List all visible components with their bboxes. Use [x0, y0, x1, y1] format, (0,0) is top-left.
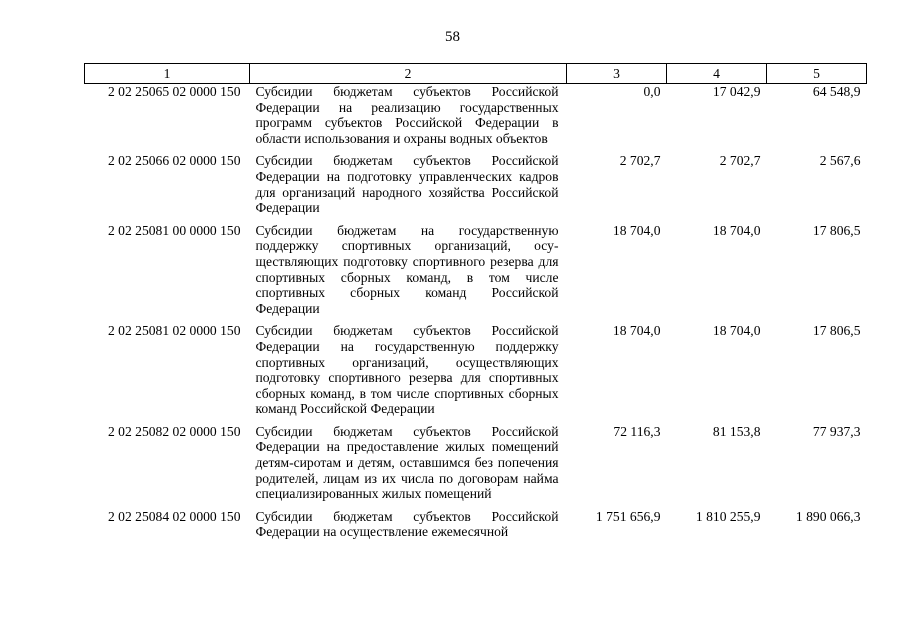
header-row — [85, 64, 867, 84]
subsidy-description: Субсидии бюджетам субъектов Российской Федерации на подготовку управленческих кадров для организаций народного хозяйства Российской Федерации — [255, 153, 559, 216]
budget-code: 2 02 25081 02 0000 150 — [107, 323, 241, 339]
value-col-3: 18 704,0 — [612, 323, 661, 339]
value-col-5: 77 937,3 — [812, 423, 861, 439]
table-row — [85, 323, 867, 424]
value-col-4: 2 702,7 — [719, 153, 761, 169]
header-col-5: 5 — [767, 64, 867, 84]
value-col-4: 18 704,0 — [712, 222, 761, 238]
budget-table — [84, 63, 867, 547]
value-col-3: 2 702,7 — [619, 153, 661, 169]
value-col-4: 18 704,0 — [712, 323, 761, 339]
value-col-3: 1 751 656,9 — [595, 508, 661, 524]
value-col-3: 18 704,0 — [612, 222, 661, 238]
budget-code: 2 02 25066 02 0000 150 — [107, 153, 241, 169]
value-col-5: 17 806,5 — [812, 323, 861, 339]
header-col-4: 4 — [667, 64, 767, 84]
table-header — [85, 64, 867, 84]
subsidy-description: Субсидии бюджетам на государственную поддержку спортивных организаций, осуществляющих подготовку спортивного резерва для спортивных сборных команд, в том числе спортивных сборных команд Российской Федерации — [255, 222, 559, 316]
header-col-1: 1 — [85, 64, 250, 84]
table-row — [85, 223, 867, 324]
table-row — [85, 424, 867, 509]
value-col-4: 1 810 255,9 — [695, 508, 761, 524]
header-col-3: 3 — [567, 64, 667, 84]
value-col-4: 17 042,9 — [712, 84, 761, 99]
value-col-3: 72 116,3 — [613, 423, 661, 439]
page-number: 58 — [445, 29, 460, 45]
value-col-5: 1 890 066,3 — [795, 508, 861, 524]
budget-code: 2 02 25082 02 0000 150 — [107, 423, 241, 439]
table-row — [85, 153, 867, 222]
value-col-5: 64 548,9 — [812, 84, 861, 99]
table-row — [85, 84, 867, 154]
subsidy-description: Субсидии бюджетам субъектов Российской Федерации на реализацию государственных программ субъектов Российской Федерации в области использования и охраны водных объектов — [255, 84, 559, 146]
budget-code: 2 02 25081 00 0000 150 — [107, 222, 241, 238]
subsidy-description: Субсидии бюджетам субъектов Российской Федерации на осуществление ежемесячной — [255, 508, 559, 540]
table-row — [85, 509, 867, 547]
budget-code: 2 02 25084 02 0000 150 — [107, 508, 241, 524]
subsidy-description: Субсидии бюджетам субъектов Российской Федерации на предоставление жилых помещений детям-сиротам и детям, оставшимся без попечения родителей, лицам из их числа по договорам найма специализированных жилых помещений — [255, 423, 559, 502]
table-body — [85, 84, 867, 548]
header-col-2: 2 — [250, 64, 567, 84]
value-col-5: 17 806,5 — [812, 222, 861, 238]
value-col-4: 81 153,8 — [712, 423, 761, 439]
value-col-5: 2 567,6 — [819, 153, 861, 169]
subsidy-description: Субсидии бюджетам субъектов Российской Федерации на государственную поддержку спортивных организаций, осуществляющих подготовку спортивного резерва для спортивных сборных команд, в том числе спортивных сборных команд Российской Федерации — [255, 323, 559, 417]
budget-code: 2 02 25065 02 0000 150 — [107, 84, 241, 99]
value-col-3: 0,0 — [643, 84, 661, 99]
